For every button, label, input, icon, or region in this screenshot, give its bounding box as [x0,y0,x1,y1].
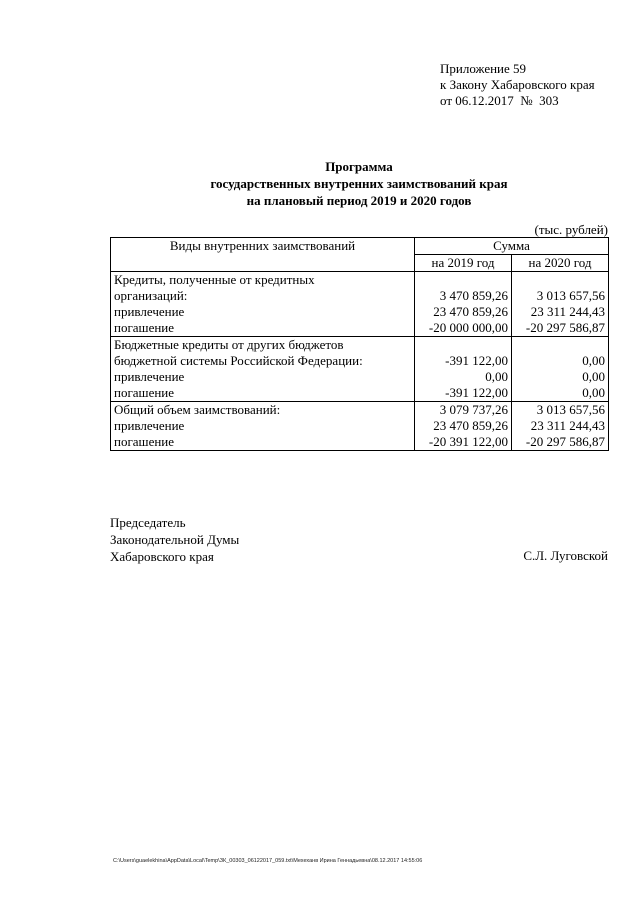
group-title: бюджетной системы Российской Федерации: [111,353,415,369]
table-row [111,434,609,451]
group-title: организаций: [111,288,415,304]
cell-value: 3 470 859,26 [415,288,512,304]
table-row [111,288,609,304]
cell-value: 0,00 [512,369,609,385]
table-row [111,320,609,337]
cell-value: 3 013 657,56 [512,402,609,419]
cell-value: -391 122,00 [415,385,512,402]
cell-value: -20 391 122,00 [415,434,512,451]
borrowings-table [110,237,609,451]
header-kind: Виды внутренних заимствований [111,238,415,272]
cell-value: -20 297 586,87 [512,434,609,451]
cell-value: -20 000 000,00 [415,320,512,337]
file-path-footer: C:\Users\guaelekhina\AppData\Local\Temp\ЗК_00303_06122017_059.txt\Мехеханв Ирина Геннадьевна\08.12.2017 14:55:06 [113,858,423,864]
table-row [111,337,609,354]
cell-value: 3 079 737,26 [415,402,512,419]
signature-line-1: Председатель [110,515,186,530]
appendix-block [440,61,595,109]
header-sum: Сумма [415,238,609,255]
cell-value: 3 013 657,56 [512,288,609,304]
group-title: Кредиты, полученные от кредитных [111,272,415,289]
appendix-line-1: Приложение 59 [440,61,527,76]
cell-value: 23 470 859,26 [415,418,512,434]
row-label: погашение [111,385,415,402]
table-row [111,304,609,320]
table-header-row [111,238,609,255]
header-2020: на 2020 год [512,255,609,272]
cell-value: -20 297 586,87 [512,320,609,337]
row-label: погашение [111,320,415,337]
header-2019: на 2019 год [415,255,512,272]
row-label: привлечение [111,304,415,320]
cell-value: -391 122,00 [415,353,512,369]
cell-value: 23 470 859,26 [415,304,512,320]
cell-value: 0,00 [512,353,609,369]
cell-value: 0,00 [512,385,609,402]
table-row [111,353,609,369]
group-title: Общий объем заимствований: [111,402,415,419]
title-line-1: Программа [325,159,393,174]
cell-value: 23 311 244,43 [512,304,609,320]
units-label: (тыс. рублей) [534,222,608,237]
table-row [111,272,609,289]
title-line-3: на плановый период 2019 и 2020 годов [246,193,472,208]
table-row [111,418,609,434]
signature-line-3: Хабаровского края [110,549,214,564]
title-line-2: государственных внутренних заимствований края [210,176,508,191]
signature-block [110,514,239,565]
row-label: привлечение [111,369,415,385]
signature-line-2: Законодательной Думы [110,532,240,547]
group-title: Бюджетные кредиты от других бюджетов [111,337,415,354]
appendix-line-3: от 06.12.2017 № 303 [440,93,559,108]
signer-name: С.Л. Луговской [523,548,608,563]
cell-value: 23 311 244,43 [512,418,609,434]
document-title [0,158,640,209]
table-row [111,402,609,419]
cell-value: 0,00 [415,369,512,385]
row-label: привлечение [111,418,415,434]
table-row [111,369,609,385]
row-label: погашение [111,434,415,451]
table-row [111,385,609,402]
appendix-line-2: к Закону Хабаровского края [440,77,595,92]
